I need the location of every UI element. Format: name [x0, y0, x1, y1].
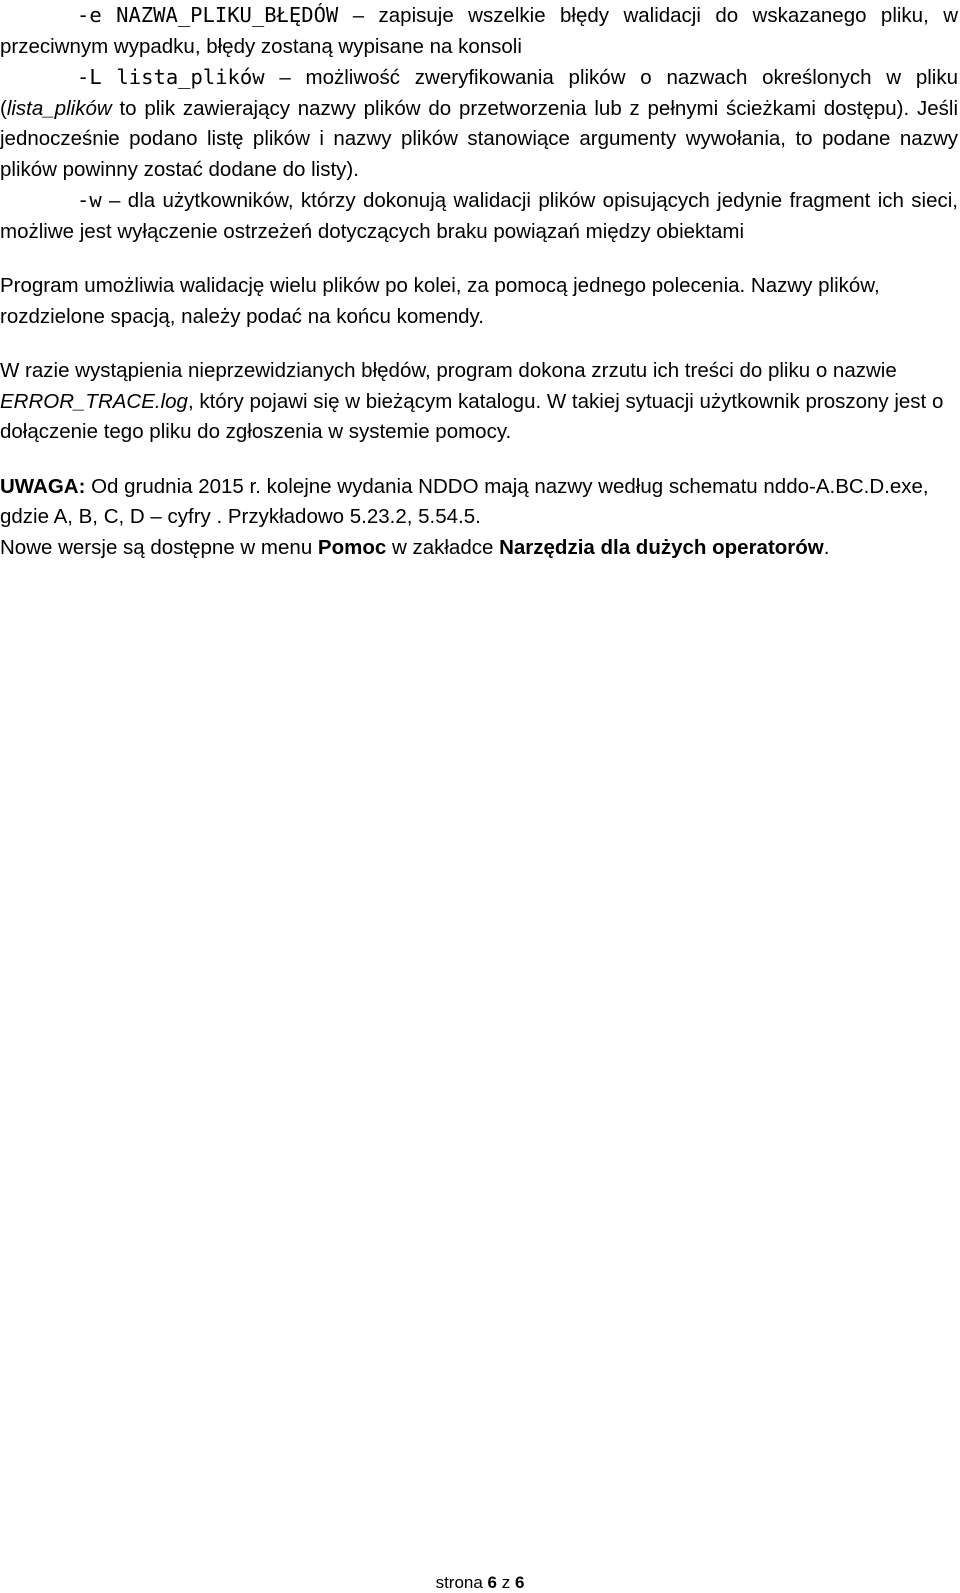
footer-sep: z — [497, 1573, 515, 1592]
paragraph-errors-b: , który pojawi się w bieżącym katalogu. W takiej sytuacji użytkownik proszony jest o dołączenie tego pliku do zgłoszenia w systemie pomocy. — [0, 389, 944, 443]
notice-line2 — [0, 533, 958, 564]
notice-end: . — [823, 535, 830, 559]
option-L-desc-a: – możliwość zweryfikowania plików o nazwach określonych w pliku ( — [0, 66, 958, 120]
option-w-flag: -w — [77, 188, 102, 212]
notice-text: Od grudnia 2015 r. kolejne wydania NDDO mają nazwy według schematu nddo-A.BC.D.exe, gdzie A, B, C, D – cyfry . Przykładowo 5.23.2, 5.54.5. — [0, 474, 929, 528]
spacer — [0, 247, 958, 271]
page-footer — [0, 1573, 960, 1593]
notice-line2b: w zakładce — [386, 535, 500, 559]
menu-pomoc: Pomoc — [317, 535, 387, 559]
spacer — [0, 448, 958, 472]
paragraph-errors — [0, 356, 958, 448]
tab-narzedzia: Narzędzia dla dużych operatorów — [499, 535, 824, 559]
option-w-desc: – dla użytkowników, którzy dokonują walidacji plików opisujących jedynie fragment ich sieci, możliwe jest wyłączenie ostrzeżeń dotyczących braku powiązań między obiektami — [0, 189, 958, 243]
notice-line1 — [0, 472, 958, 533]
paragraph-errors-a: W razie wystąpienia nieprzewidzianych błędów, program dokona zrzutu ich treści do pliku o nazwie — [0, 359, 897, 382]
option-w — [0, 185, 958, 247]
option-e-desc: – zapisuje wszelkie błędy walidacji do wskazanego pliku, w przeciwnym wypadku, błędy zostaną wypisane na konsoli — [0, 4, 958, 58]
footer-prefix: strona — [435, 1573, 488, 1592]
footer-current-page: 6 — [487, 1573, 498, 1592]
option-L — [0, 62, 958, 185]
paragraph-multi: Program umożliwia walidację wielu plików po kolei, za pomocą jednego polecenia. Nazwy plików, rozdzielone spacją, należy podać na końcu komendy. — [0, 274, 880, 328]
option-e — [0, 0, 958, 62]
option-L-italic: lista_plików — [6, 96, 112, 120]
document-body — [0, 0, 958, 563]
notice-label: UWAGA: — [0, 474, 86, 498]
footer-total-pages: 6 — [514, 1573, 525, 1592]
option-L-arg: lista_plików — [116, 65, 265, 89]
option-e-flag: -e — [77, 3, 102, 27]
spacer — [0, 332, 958, 356]
notice-line2a: Nowe wersje są dostępne w menu — [0, 535, 318, 559]
option-e-arg: NAZWA_PLIKU_BŁĘDÓW — [116, 3, 339, 27]
option-L-desc-b: to plik zawierający nazwy plików do przetworzenia lub z pełnymi ścieżkami dostępu). Jeśli jednocześnie podano listę plików i nazwy plików stanowiące argumenty wywołania, to podane nazwy plików powinny zostać dodane do listy). — [0, 96, 958, 181]
option-L-flag: -L — [77, 65, 102, 89]
error-trace-filename: ERROR_TRACE.log — [0, 389, 188, 413]
